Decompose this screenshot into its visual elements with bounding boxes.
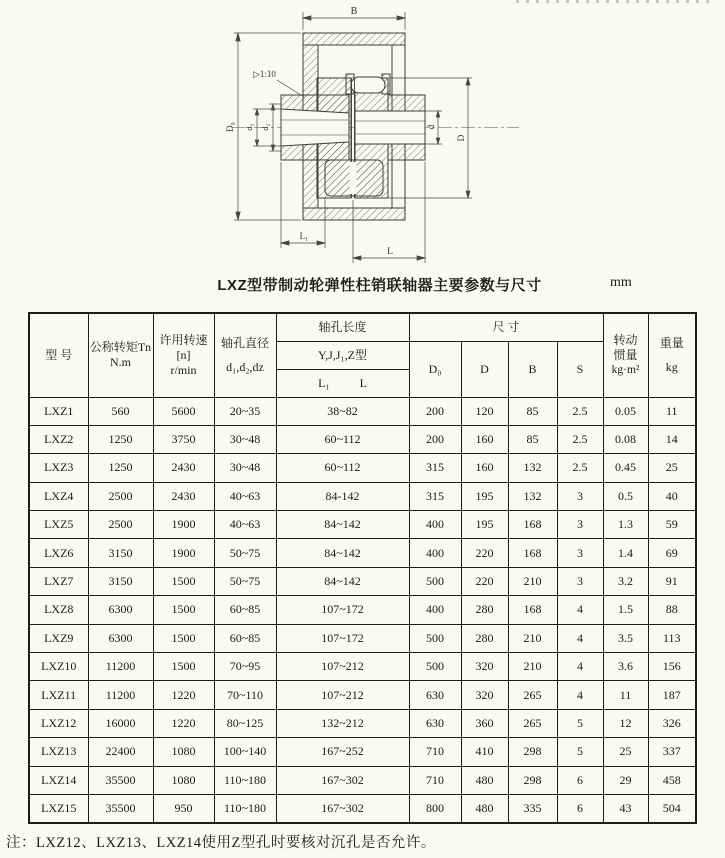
table-row xyxy=(29,567,696,595)
cell-value: 84~142 xyxy=(276,567,409,595)
cell-value: 16000 xyxy=(88,709,153,737)
header-model: 型 号 xyxy=(29,313,88,397)
table-row xyxy=(29,539,696,567)
cell-value: 360 xyxy=(461,709,508,737)
cell-value: 1500 xyxy=(153,596,214,624)
cell-value: 1500 xyxy=(153,624,214,652)
header-speed-line1: 许用转速 xyxy=(159,332,208,347)
cell-value: 40 xyxy=(648,482,696,510)
table-row xyxy=(29,596,696,624)
cell-value: 220 xyxy=(461,567,508,595)
header-bore-length-types: Y,J,J₁,Z型 xyxy=(276,341,409,369)
cell-value: 30~48 xyxy=(214,425,276,453)
cell-value: 500 xyxy=(409,653,461,681)
cell-value: 120 xyxy=(461,397,508,425)
cell-value: 326 xyxy=(648,709,696,737)
table-row xyxy=(29,794,696,822)
cell-value: 100~140 xyxy=(214,738,276,766)
cell-model: LXZ8 xyxy=(29,596,88,624)
cell-value: 1900 xyxy=(153,539,214,567)
cell-value: 480 xyxy=(461,766,508,794)
cell-value: 12 xyxy=(603,709,648,737)
cell-value: 22400 xyxy=(88,738,153,766)
cell-value: 500 xyxy=(409,624,461,652)
header-torque-line2: N.m xyxy=(110,355,131,370)
cell-value: 280 xyxy=(461,596,508,624)
cell-value: 43 xyxy=(603,794,648,822)
table-row xyxy=(29,511,696,539)
cell-value: 315 xyxy=(409,454,461,482)
cell-value: 3.6 xyxy=(603,653,648,681)
cell-value: 70~95 xyxy=(214,653,276,681)
cell-value: 2430 xyxy=(153,454,214,482)
cell-value: 0.45 xyxy=(603,454,648,482)
cell-value: 60~85 xyxy=(214,624,276,652)
parameters-table xyxy=(28,312,697,824)
table-row xyxy=(29,681,696,709)
cell-value: 950 xyxy=(153,794,214,822)
header-col-d: D xyxy=(461,341,508,397)
label-l: L xyxy=(387,247,393,257)
cell-value: 480 xyxy=(461,794,508,822)
cell-value: 3 xyxy=(557,539,603,567)
header-bore-diameter-line1: 轴孔直径 xyxy=(220,335,269,350)
cell-value: 1080 xyxy=(153,738,214,766)
cell-model: LXZ1 xyxy=(29,397,88,425)
table-title-row xyxy=(28,274,695,294)
cell-value: 200 xyxy=(409,425,461,453)
header-col-b: B xyxy=(508,341,557,397)
cell-value: 167~302 xyxy=(276,766,409,794)
cell-value: 85 xyxy=(508,425,557,453)
cell-model: LXZ11 xyxy=(29,681,88,709)
cell-value: 458 xyxy=(648,766,696,794)
cell-value: 2430 xyxy=(153,482,214,510)
unit-label: mm xyxy=(610,275,632,290)
cell-value: 3750 xyxy=(153,425,214,453)
cell-value: 1220 xyxy=(153,681,214,709)
header-weight xyxy=(648,313,696,397)
cell-value: 265 xyxy=(508,681,557,709)
header-inertia-line1: 转动 xyxy=(613,333,638,348)
table-body xyxy=(29,397,696,823)
cell-model: LXZ13 xyxy=(29,738,88,766)
cell-value: 1250 xyxy=(88,454,153,482)
cell-value: 337 xyxy=(648,738,696,766)
cell-value: 3 xyxy=(557,511,603,539)
cell-value: 38~82 xyxy=(276,397,409,425)
table-row xyxy=(29,653,696,681)
cell-value: 504 xyxy=(648,794,696,822)
table-row xyxy=(29,482,696,510)
cell-value: 4 xyxy=(557,681,603,709)
header-l1: L₁ xyxy=(318,375,330,390)
cell-value: 88 xyxy=(648,596,696,624)
cell-value: 69 xyxy=(648,539,696,567)
cell-value: 2500 xyxy=(88,482,153,510)
cell-value: 168 xyxy=(508,511,557,539)
cell-value: 320 xyxy=(461,681,508,709)
cell-value: 107~172 xyxy=(276,596,409,624)
cell-value: 167~252 xyxy=(276,738,409,766)
cell-value: 4 xyxy=(557,624,603,652)
cell-value: 35500 xyxy=(88,794,153,822)
cell-value: 107~212 xyxy=(276,653,409,681)
cell-value: 84~142 xyxy=(276,539,409,567)
header-speed-line3: r/min xyxy=(170,362,197,377)
cell-value: 50~75 xyxy=(214,539,276,567)
cell-value: 6 xyxy=(557,766,603,794)
header-l: L xyxy=(359,375,367,390)
cell-value: 132 xyxy=(508,482,557,510)
cell-value: 25 xyxy=(648,454,696,482)
cell-value: 1900 xyxy=(153,511,214,539)
table-row xyxy=(29,709,696,737)
cell-value: 168 xyxy=(508,539,557,567)
cell-value: 3.5 xyxy=(603,624,648,652)
dimension-d1-d2 xyxy=(244,104,282,151)
label-l1: L₁ xyxy=(299,231,309,241)
header-dimensions: 尺 寸 xyxy=(409,313,603,341)
cell-value: 40~63 xyxy=(214,511,276,539)
cell-value: 11 xyxy=(648,397,696,425)
cell-value: 107~172 xyxy=(276,624,409,652)
cell-value: 220 xyxy=(461,539,508,567)
cell-model: LXZ9 xyxy=(29,624,88,652)
cell-model: LXZ15 xyxy=(29,794,88,822)
cell-value: 60~85 xyxy=(214,596,276,624)
cell-value: 710 xyxy=(409,766,461,794)
cell-value: 410 xyxy=(461,738,508,766)
table-title: LXZ型带制动轮弹性柱销联轴器主要参数与尺寸 xyxy=(217,277,542,294)
cell-value: 298 xyxy=(508,738,557,766)
label-d0: D₀ xyxy=(225,122,235,132)
cell-value: 160 xyxy=(461,454,508,482)
cell-value: 80~125 xyxy=(214,709,276,737)
cell-value: 85 xyxy=(508,397,557,425)
header-weight-line1: 重量 xyxy=(659,335,684,350)
cell-value: 5 xyxy=(557,709,603,737)
label-d-small: d xyxy=(426,124,436,130)
cell-model: LXZ5 xyxy=(29,511,88,539)
footnote: 注：LXZ12、LXZ13、LXZ14使用Z型孔时要核对沉孔是否允许。 xyxy=(6,835,436,851)
cell-value: 320 xyxy=(461,653,508,681)
cell-value: 107~212 xyxy=(276,681,409,709)
taper-note xyxy=(253,69,304,97)
cell-value: 500 xyxy=(409,567,461,595)
elastic-pin-section xyxy=(346,74,390,94)
header-bore-length-sub xyxy=(276,369,409,397)
cell-value: 0.5 xyxy=(603,482,648,510)
cell-value: 3150 xyxy=(88,539,153,567)
header-inertia-line2: 惯量 xyxy=(613,348,638,363)
label-b: B xyxy=(350,6,358,17)
header-speed xyxy=(153,313,214,397)
cell-value: 4 xyxy=(557,596,603,624)
cell-value: 3150 xyxy=(88,567,153,595)
cell-value: 0.08 xyxy=(603,425,648,453)
cell-value: 195 xyxy=(461,482,508,510)
header-col-s: S xyxy=(557,341,603,397)
cell-value: 156 xyxy=(648,653,696,681)
label-d1: d₁ xyxy=(244,123,254,131)
cell-value: 25 xyxy=(603,738,648,766)
cell-value: 29 xyxy=(603,766,648,794)
cell-value: 110~180 xyxy=(214,794,276,822)
cell-value: 59 xyxy=(648,511,696,539)
header-torque xyxy=(88,313,153,397)
cell-value: 60~112 xyxy=(276,454,409,482)
cell-value: 35500 xyxy=(88,766,153,794)
cell-value: 160 xyxy=(461,425,508,453)
cell-value: 315 xyxy=(409,482,461,510)
table-header xyxy=(29,313,696,397)
coupling-section-view xyxy=(225,0,525,270)
cell-value: 6300 xyxy=(88,596,153,624)
cell-value: 2.5 xyxy=(557,454,603,482)
cell-value: 132 xyxy=(508,454,557,482)
cell-value: 3 xyxy=(557,482,603,510)
label-taper: ▷1:10 xyxy=(253,69,276,79)
cell-value: 6 xyxy=(557,794,603,822)
table-row xyxy=(29,454,696,482)
table-row xyxy=(29,766,696,794)
cell-value: 1250 xyxy=(88,425,153,453)
header-speed-line2: [n] xyxy=(176,347,191,362)
cell-value: 1500 xyxy=(153,653,214,681)
cell-value: 40~63 xyxy=(214,482,276,510)
cell-value: 210 xyxy=(508,653,557,681)
cell-value: 14 xyxy=(648,425,696,453)
cell-value: 298 xyxy=(508,766,557,794)
cell-value: 1080 xyxy=(153,766,214,794)
cell-value: 210 xyxy=(508,567,557,595)
cell-value: 11 xyxy=(603,681,648,709)
cell-value: 60~112 xyxy=(276,425,409,453)
cell-model: LXZ3 xyxy=(29,454,88,482)
header-bore-diameter-line2: d₁,d₂,dz xyxy=(226,359,264,374)
cell-value: 91 xyxy=(648,567,696,595)
table-row xyxy=(29,738,696,766)
cell-value: 132~212 xyxy=(276,709,409,737)
cell-value: 187 xyxy=(648,681,696,709)
label-d2: d₂ xyxy=(260,123,270,131)
cell-value: 800 xyxy=(409,794,461,822)
cell-value: 1220 xyxy=(153,709,214,737)
cell-value: 20~35 xyxy=(214,397,276,425)
technical-drawing xyxy=(225,0,525,270)
cell-value: 3 xyxy=(557,567,603,595)
label-d-big: D xyxy=(457,134,467,142)
cell-value: 11200 xyxy=(88,681,153,709)
cell-model: LXZ6 xyxy=(29,539,88,567)
cell-value: 2.5 xyxy=(557,397,603,425)
cell-model: LXZ7 xyxy=(29,567,88,595)
cell-model: LXZ4 xyxy=(29,482,88,510)
cell-value: 265 xyxy=(508,709,557,737)
cell-value: 710 xyxy=(409,738,461,766)
cell-value: 5 xyxy=(557,738,603,766)
header-bore-length: 轴孔长度 xyxy=(276,313,409,341)
header-inertia-unit: kg·m² xyxy=(611,364,640,377)
header-torque-line1: 公称转矩Tn xyxy=(89,340,152,355)
cell-value: 400 xyxy=(409,596,461,624)
table-row xyxy=(29,624,696,652)
header-weight-unit: kg xyxy=(665,359,678,374)
cut-off-text-top-edge xyxy=(516,0,710,3)
header-col-d0: D₀ xyxy=(409,341,461,397)
table-row xyxy=(29,397,696,425)
table-row xyxy=(29,425,696,453)
cell-value: 5600 xyxy=(153,397,214,425)
cell-value: 84-142 xyxy=(276,482,409,510)
cell-value: 630 xyxy=(409,709,461,737)
cell-value: 1500 xyxy=(153,567,214,595)
cell-value: 1.5 xyxy=(603,596,648,624)
cell-value: 1.3 xyxy=(603,511,648,539)
cell-value: 110~180 xyxy=(214,766,276,794)
cell-value: 1.4 xyxy=(603,539,648,567)
cell-value: 335 xyxy=(508,794,557,822)
cell-model: LXZ14 xyxy=(29,766,88,794)
cell-value: 560 xyxy=(88,397,153,425)
cell-value: 30~48 xyxy=(214,454,276,482)
cell-value: 2.5 xyxy=(557,425,603,453)
cell-model: LXZ10 xyxy=(29,653,88,681)
header-inertia xyxy=(603,313,648,397)
cell-value: 168 xyxy=(508,596,557,624)
cell-value: 3.2 xyxy=(603,567,648,595)
cell-value: 6300 xyxy=(88,624,153,652)
cell-value: 210 xyxy=(508,624,557,652)
cell-value: 200 xyxy=(409,397,461,425)
dimension-b xyxy=(303,6,405,30)
cell-value: 400 xyxy=(409,511,461,539)
cell-value: 195 xyxy=(461,511,508,539)
cell-value: 70~110 xyxy=(214,681,276,709)
cell-value: 630 xyxy=(409,681,461,709)
cell-value: 4 xyxy=(557,653,603,681)
cell-value: 11200 xyxy=(88,653,153,681)
cell-model: LXZ12 xyxy=(29,709,88,737)
cell-model: LXZ2 xyxy=(29,425,88,453)
cell-value: 2500 xyxy=(88,511,153,539)
cell-value: 400 xyxy=(409,539,461,567)
cell-value: 167~302 xyxy=(276,794,409,822)
cell-value: 0.05 xyxy=(603,397,648,425)
cell-value: 84~142 xyxy=(276,511,409,539)
header-bore-diameter xyxy=(214,313,276,397)
cell-value: 280 xyxy=(461,624,508,652)
cell-value: 50~75 xyxy=(214,567,276,595)
cell-value: 113 xyxy=(648,624,696,652)
